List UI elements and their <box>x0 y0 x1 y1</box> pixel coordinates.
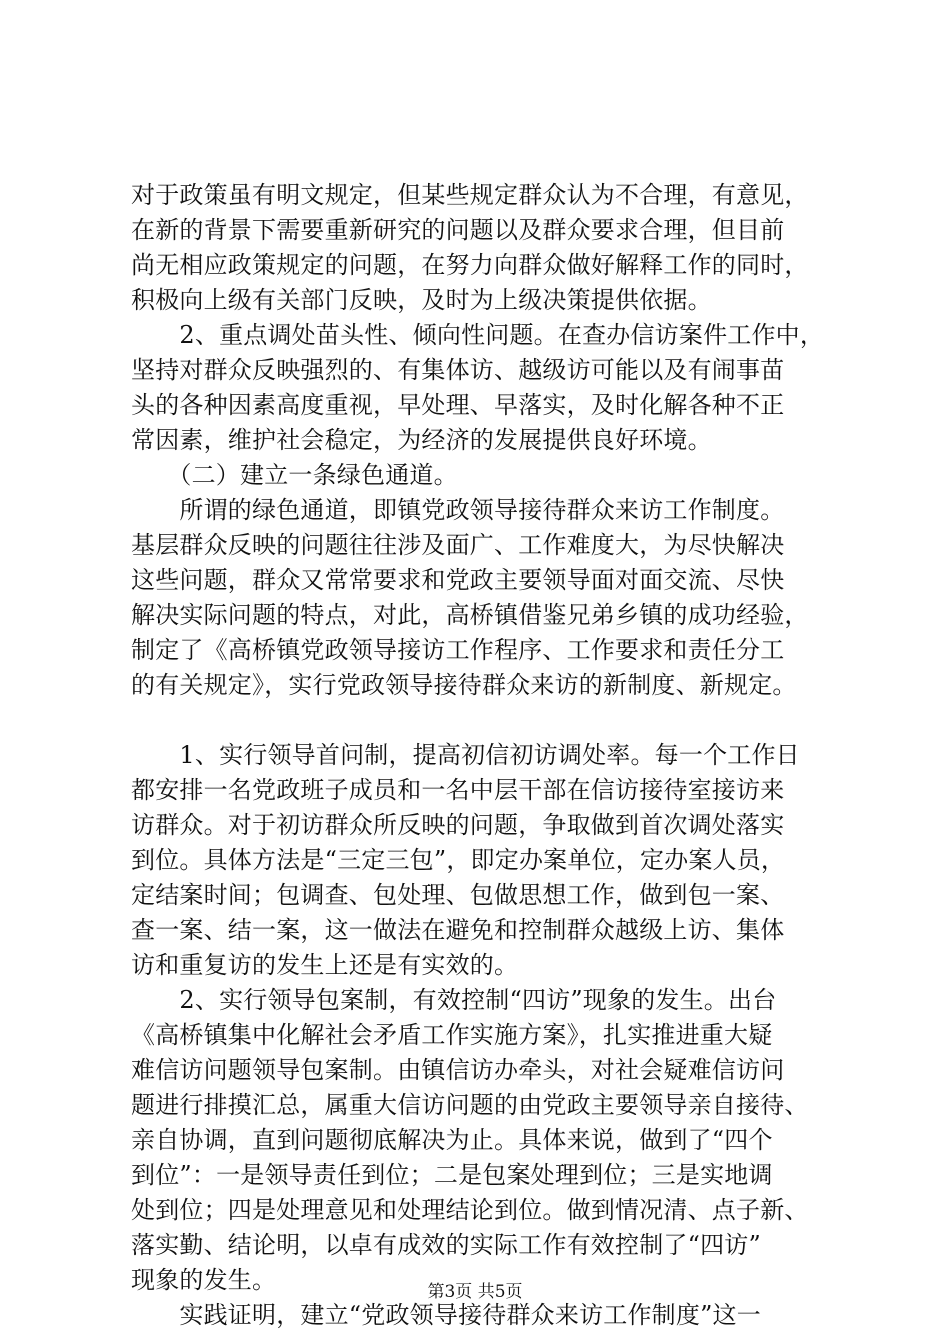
text-line: 2、重点调处苗头性、倾向性问题。在查办信访案件工作中， <box>131 321 825 349</box>
text-line: 现象的发生。 <box>131 1266 277 1294</box>
text-line: 对于政策虽有明文规定，但某些规定群众认为不合理，有意见， <box>131 181 809 209</box>
text-line: 落实勤、结论明，以卓有成效的实际工作有效控制了“四访” <box>131 1231 761 1259</box>
text-line: 的有关规定》，实行党政领导接待群众来访的新制度、新规定。 <box>131 671 797 699</box>
text-line: 坚持对群众反映强烈的、有集体访、越级访可能以及有闹事苗 <box>131 356 785 384</box>
page-number-footer: 第3页 共5页 <box>427 1282 523 1302</box>
text-line: 积极向上级有关部门反映，及时为上级决策提供依据。 <box>131 286 712 314</box>
text-line: 所谓的绿色通道，即镇党政领导接待群众来访工作制度。 <box>131 496 785 524</box>
text-line: 亲自协调，直到问题彻底解决为止。具体来说，做到了“四个 <box>131 1126 773 1154</box>
text-line: 基层群众反映的问题往往涉及面广、工作难度大，为尽快解决 <box>131 531 785 559</box>
text-line: 2、实行领导包案制，有效控制“四访”现象的发生。出台 <box>131 986 777 1014</box>
text-line: 到位”：一是领导责任到位；二是包案处理到位；三是实地调 <box>131 1161 773 1189</box>
section-heading: （二）建立一条绿色通道。 <box>131 461 458 489</box>
text-line: 到位。具体方法是“三定三包”，即定办案单位，定办案人员， <box>131 846 786 874</box>
text-line: 实践证明，建立“党政领导接待群众来访工作制度”这一 <box>131 1301 761 1329</box>
text-line: 处到位；四是处理意见和处理结论到位。做到情况清、点子新、 <box>131 1196 809 1224</box>
body-text <box>131 178 851 1333</box>
text-line: 题进行排摸汇总，属重大信访问题的由党政主要领导亲自接待、 <box>131 1091 809 1119</box>
text-line: 尚无相应政策规定的问题，在努力向群众做好解释工作的同时， <box>131 251 809 279</box>
text-line: 在新的背景下需要重新研究的问题以及群众要求合理，但目前 <box>131 216 785 244</box>
text-line: 头的各种因素高度重视，早处理、早落实，及时化解各种不正 <box>131 391 785 419</box>
text-line: 《高桥镇集中化解社会矛盾工作实施方案》，扎实推进重大疑 <box>131 1021 773 1049</box>
text-line: 都安排一名党政班子成员和一名中层干部在信访接待室接访来 <box>131 776 785 804</box>
text-line: 1、实行领导首问制，提高初信初访调处率。每一个工作日 <box>131 741 800 769</box>
text-line: 制定了《高桥镇党政领导接访工作程序、工作要求和责任分工 <box>131 636 785 664</box>
text-line: 难信访问题领导包案制。由镇信访办牵头，对社会疑难信访问 <box>131 1056 785 1084</box>
text-line: 查一案、结一案，这一做法在避免和控制群众越级上访、集体 <box>131 916 785 944</box>
text-line: 解决实际问题的特点，对此，高桥镇借鉴兄弟乡镇的成功经验， <box>131 601 809 629</box>
text-line: 访群众。对于初访群众所反映的问题，争取做到首次调处落实 <box>131 811 785 839</box>
text-line: 定结案时间；包调查、包处理、包做思想工作，做到包一案、 <box>131 881 785 909</box>
text-line: 常因素，维护社会稳定，为经济的发展提供良好环境。 <box>131 426 712 454</box>
text-line: 这些问题，群众又常常要求和党政主要领导面对面交流、尽快 <box>131 566 785 594</box>
text-line: 访和重复访的发生上还是有实效的。 <box>131 951 519 979</box>
paragraph-gap <box>131 703 851 738</box>
